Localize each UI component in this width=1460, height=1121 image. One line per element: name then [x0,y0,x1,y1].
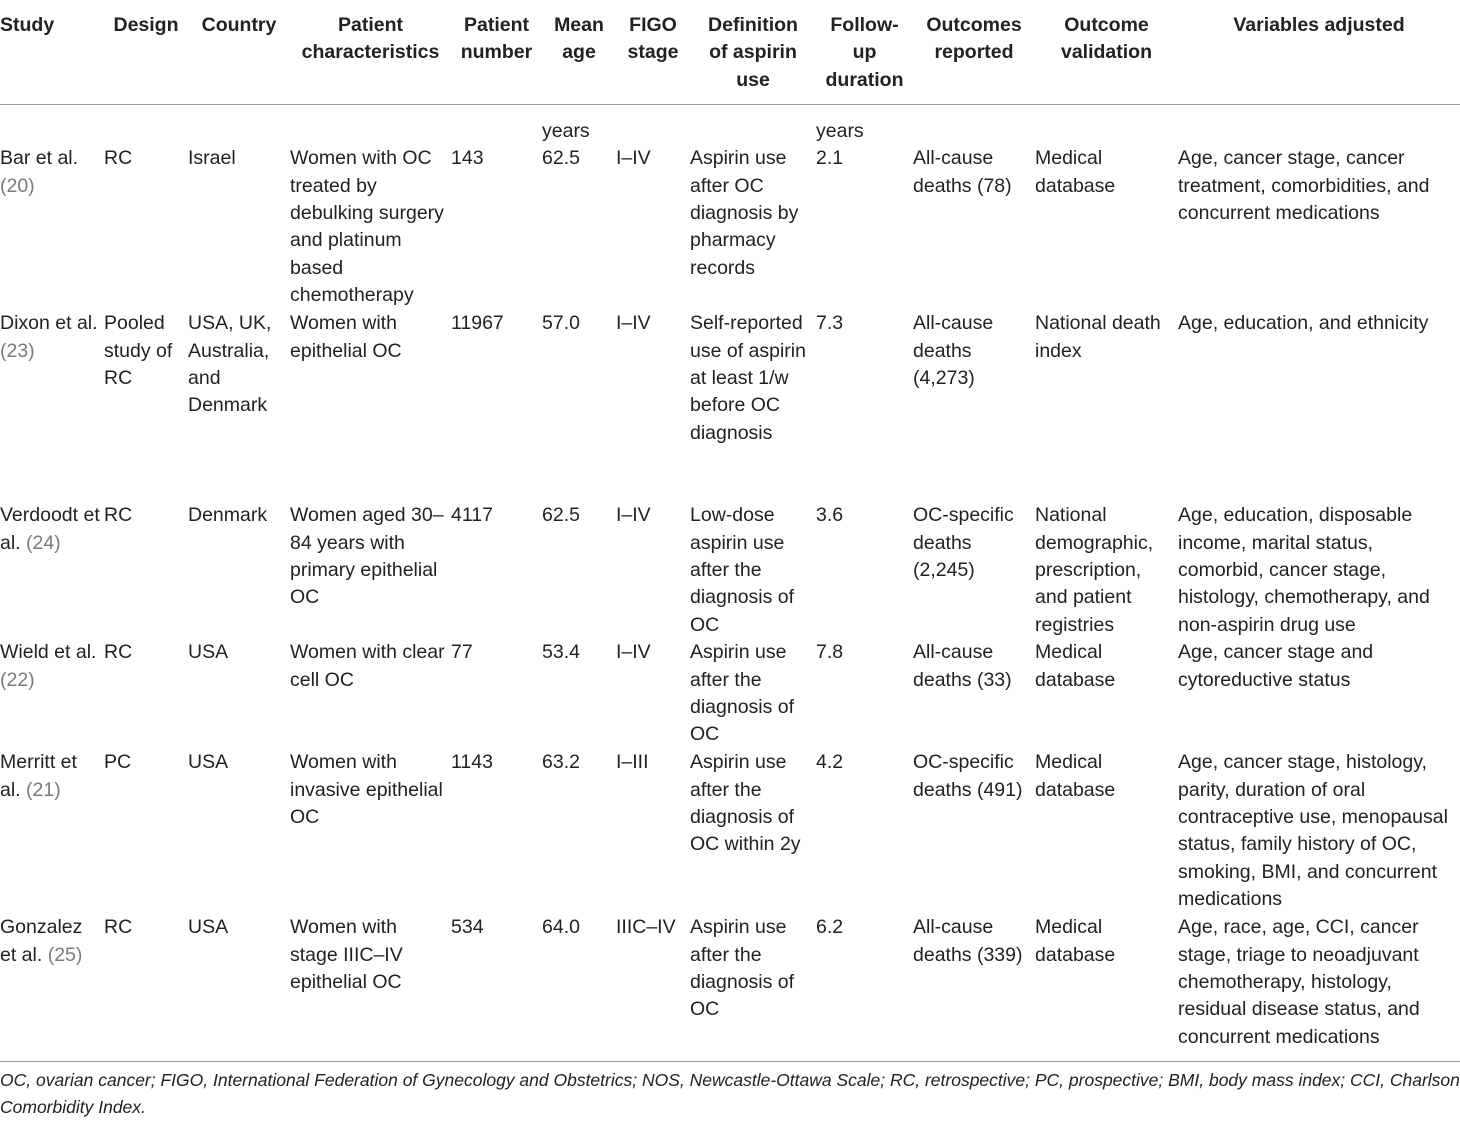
cell-followup: 3.6 [816,504,844,527]
cell-age: 57.0 [542,312,580,335]
header-definition-aspirin-use: Definition of aspirin use [690,0,816,105]
cell-variables: Age, cancer stage, histology, parity, duration of oral contraceptive use, menopausal status, family history of OC, smoking, BMI, and concurrent medications [1178,751,1448,911]
cell-study: Dixon et al. (23) [0,312,98,362]
cell-followup: 7.3 [816,312,844,335]
cell-outcomes: All-cause deaths (78) [913,147,1012,197]
cell-characteristics: Women with stage IIIC–IV epithelial OC [290,914,451,1062]
cell-definition: Aspirin use after the diagnosis of OC [690,641,795,746]
cell-validation: Medical database [1035,751,1116,801]
cell-figo: I–III [616,751,649,774]
cell-number: 143 [451,147,484,170]
cell-age: 63.2 [542,751,580,774]
cell-validation: National death index [1035,312,1161,362]
cell-study: Merritt et al. (21) [0,751,77,801]
cell-validation: National demographic, prescription, and patient registries [1035,504,1154,636]
cell-design: RC [104,914,188,1062]
header-variables-adjusted: Variables adjusted [1178,0,1460,105]
cell-definition: Self-reported use of aspirin at least 1/w before OC diagnosis [690,312,806,444]
cell-validation: Medical database [1035,914,1178,1062]
cell-number: 534 [451,914,542,1062]
cell-design: Pooled study of RC [104,312,173,390]
header-patient-number: Patient number [451,0,542,105]
cell-age: 62.5 [542,147,580,170]
cell-variables: Age, cancer stage and cytoreductive status [1178,641,1374,691]
cell-country: Denmark [188,504,268,527]
cell-validation: Medical database [1035,147,1116,197]
cell-definition: Low-dose aspirin use after the diagnosis of OC [690,504,795,636]
reference-link[interactable]: (20) [0,174,35,197]
cell-followup: 4.2 [816,751,844,774]
cell-country: USA, UK, Australia, and Denmark [188,312,272,417]
cell-design: RC [104,147,133,170]
table-row [0,502,1460,639]
header-country: Country [188,0,290,105]
mean-age-unit: years [542,120,590,143]
table-row [0,145,1460,310]
header-follow-up-duration: Follow- up duration [816,0,913,105]
reference-link[interactable]: (22) [0,668,35,691]
cell-variables: Age, race, age, CCI, cancer stage, triage to neoadjuvant chemotherapy, histology, residual disease status, and concurrent medications [1178,914,1460,1062]
cell-number: 4117 [451,504,493,527]
reference-link[interactable]: (23) [0,339,35,362]
cell-figo: IIIC–IV [616,914,690,1062]
header-mean-age: Mean age [542,0,616,105]
cell-country: USA [188,914,290,1062]
cell-validation: Medical database [1035,641,1116,691]
cell-figo: I–IV [616,504,651,527]
cell-age: 64.0 [542,914,616,1062]
follow-up-unit: years [816,120,864,143]
reference-link[interactable]: (21) [26,778,61,801]
cell-variables: Age, education, disposable income, marital status, comorbid, cancer stage, histology, chemotherapy, and non-aspirin drug use [1178,504,1430,636]
cell-variables: Age, cancer stage, cancer treatment, comorbidities, and concurrent medications [1178,147,1430,225]
reference-link[interactable]: (24) [26,531,61,554]
cell-followup: 2.1 [816,147,844,170]
table-row [0,639,1460,749]
cell-followup: 7.8 [816,641,844,664]
cell-country: USA [188,751,229,774]
cell-characteristics: Women with OC treated by debulking surgery and platinum based chemotherapy [290,147,444,307]
cell-design: RC [104,504,133,527]
cell-design: PC [104,751,132,774]
cell-outcomes: OC-specific deaths (491) [913,751,1023,801]
cell-outcomes: All-cause deaths (339) [913,914,1035,1062]
header-patient-characteristics: Patient characteristics [290,0,451,105]
cell-outcomes: OC-specific deaths (2,245) [913,504,1014,582]
cell-followup: 6.2 [816,914,913,1062]
header-study: Study [0,0,104,105]
cell-number: 1143 [451,751,493,774]
cell-outcomes: All-cause deaths (33) [913,641,1012,691]
cell-characteristics: Women with epithelial OC [290,312,402,362]
header-outcome-validation: Outcome validation [1035,0,1178,105]
cell-definition: Aspirin use after the diagnosis of OC within 2y [690,751,801,856]
units-row [0,105,1460,146]
table-row [0,749,1460,914]
table-row [0,914,1460,1062]
cell-age: 62.5 [542,504,580,527]
cell-age: 53.4 [542,641,580,664]
cell-outcomes: All-cause deaths (4,273) [913,312,994,390]
cell-figo: I–IV [616,147,651,170]
reference-link[interactable]: (25) [47,943,83,966]
cell-figo: I–IV [616,641,651,664]
cell-number: 11967 [451,312,504,335]
cell-design: RC [104,641,133,664]
cell-characteristics: Women with clear cell OC [290,641,445,691]
table-footnote: OC, ovarian cancer; FIGO, International Federation of Gynecology and Obstetrics; NOS, Newcastle-Ottawa Scale; RC, retrospective; PC, prospective; BMI, body mass index; CCI, Charlson Comorbidity Index. [0,1070,1460,1117]
cell-figo: I–IV [616,312,651,335]
cell-study: Bar et al. (20) [0,147,79,197]
header-design: Design [104,0,188,105]
cell-characteristics: Women aged 30–84 years with primary epithelial OC [290,504,444,609]
header-row [0,0,1460,105]
header-figo-stage: FIGO stage [616,0,690,105]
cell-country: Israel [188,147,236,170]
cell-definition: Aspirin use after the diagnosis of OC [690,914,816,1062]
cell-number: 77 [451,641,473,664]
cell-characteristics: Women with invasive epithelial OC [290,751,443,829]
cell-study: Verdoodt et al. (24) [0,504,100,554]
header-outcomes-reported: Outcomes reported [913,0,1035,105]
cell-definition: Aspirin use after OC diagnosis by pharmacy records [690,147,799,279]
cell-study: Gonzalez et al. (25) [0,914,104,1062]
cell-country: USA [188,641,229,664]
table-row [0,310,1460,502]
cell-study: Wield et al. (22) [0,641,97,691]
cell-variables: Age, education, and ethnicity [1178,312,1429,335]
